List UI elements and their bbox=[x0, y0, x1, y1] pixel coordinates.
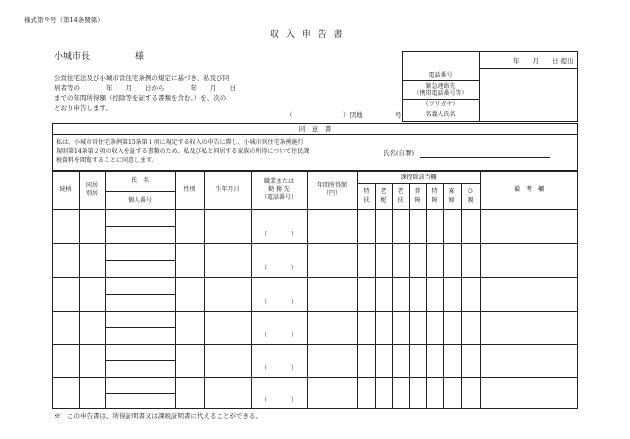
addressee-suffix: 様 bbox=[135, 52, 145, 62]
consent-header-rule bbox=[52, 134, 578, 135]
household-table bbox=[52, 171, 578, 409]
row-divider bbox=[52, 277, 578, 278]
danchi-label: ）団地 bbox=[343, 111, 363, 119]
consent-header: 同 意 書 bbox=[298, 125, 332, 133]
deduct-7-bottom: 親 bbox=[467, 197, 474, 204]
phone-paren[interactable]: （ ） bbox=[260, 365, 297, 372]
furigana-label: （フリガナ） bbox=[422, 101, 459, 108]
col-divider bbox=[375, 183, 376, 409]
col-birth: 生年月日 bbox=[215, 186, 240, 193]
deduct-3-bottom: 扶 bbox=[397, 197, 404, 204]
name-number-split bbox=[105, 327, 175, 328]
danchi-open-paren: （ bbox=[286, 111, 293, 119]
col-job-3: （電話番号） bbox=[260, 194, 297, 201]
applicant-box-rule bbox=[402, 99, 479, 100]
intro-line-3: までの年間所得額（控除等を証する書類を含む。）を、次の bbox=[54, 94, 227, 102]
phone-paren[interactable]: （ ） bbox=[260, 332, 297, 339]
row-divider bbox=[52, 243, 578, 244]
col-status-1: 同居 bbox=[85, 182, 98, 189]
deduct-7-top: ひ bbox=[467, 188, 474, 195]
row-divider bbox=[52, 311, 578, 312]
intro-line-2: 居者等の 年 月 日から 年 月 日 bbox=[54, 84, 236, 92]
col-divider bbox=[79, 171, 80, 409]
row-divider bbox=[52, 377, 578, 378]
phone-label: 電話番号 bbox=[428, 72, 453, 79]
submit-date: 年 月 日 提出 bbox=[513, 57, 574, 65]
deduct-2-top: 老 bbox=[380, 188, 387, 195]
col-remarks: 備 考 欄 bbox=[513, 186, 544, 193]
emergency-label: 緊急連絡先 bbox=[425, 83, 456, 90]
intro-line-4: とおり申告します。 bbox=[54, 104, 112, 112]
page-title: 収 入 申 告 書 bbox=[270, 30, 345, 40]
name-header-rule bbox=[105, 191, 175, 192]
applicant-box-divider bbox=[479, 51, 480, 122]
deduct-4-bottom: 障 bbox=[414, 197, 421, 204]
col-divider bbox=[480, 171, 481, 409]
deduct-5-top: 特 bbox=[431, 188, 438, 195]
deduct-1-bottom: 扶 bbox=[363, 197, 370, 204]
deduct-6-top: 寡 bbox=[448, 188, 455, 195]
room-number-label: 号 bbox=[395, 111, 402, 119]
addressee: 小城市長 bbox=[54, 52, 91, 62]
deduct-3-top: 老 bbox=[397, 188, 404, 195]
applicant-box-rule bbox=[479, 68, 578, 69]
col-status-2: 別居 bbox=[85, 190, 98, 197]
deduct-4-top: 普 bbox=[414, 188, 421, 195]
col-sex: 性別 bbox=[183, 186, 196, 193]
col-divider bbox=[409, 183, 410, 409]
col-divider bbox=[105, 171, 106, 409]
col-income-1: 年間所得額 bbox=[316, 182, 347, 189]
name-number-split bbox=[105, 360, 175, 361]
col-divider bbox=[426, 183, 427, 409]
phone-paren[interactable]: （ ） bbox=[260, 299, 297, 306]
col-relation: 続柄 bbox=[59, 186, 72, 193]
col-job-1: 職業または bbox=[263, 178, 294, 185]
applicant-box-rule bbox=[402, 80, 479, 81]
deduct-6-bottom: 婦 bbox=[448, 197, 455, 204]
deduct-2-bottom: 配 bbox=[380, 197, 387, 204]
name-number-split bbox=[105, 260, 175, 261]
col-divider bbox=[392, 183, 393, 409]
col-divider bbox=[461, 183, 462, 409]
col-individual-no: 個人番号 bbox=[127, 197, 152, 204]
deduct-5-bottom: 障 bbox=[431, 197, 438, 204]
table-header-bottom bbox=[52, 209, 578, 210]
consent-text-2: 規則第14条第２項の収入を証する書類のため、私及び私と同居する家族の所得について住民課 bbox=[56, 148, 310, 155]
nominee-name-label: 名義人氏名 bbox=[425, 111, 456, 118]
col-divider bbox=[251, 171, 252, 409]
col-divider bbox=[357, 171, 358, 409]
consent-sign-line[interactable] bbox=[420, 157, 550, 158]
col-divider bbox=[175, 171, 176, 409]
footnote: ※ この申告書は、所得証明書又は課税証明書に代えることができる。 bbox=[54, 412, 262, 420]
emergency-sub-label: （携帯電話番号等） bbox=[413, 90, 468, 97]
consent-sign-label: 氏名(自署) bbox=[383, 149, 415, 157]
col-income-2: （円） bbox=[322, 190, 341, 197]
phone-paren[interactable]: （ ） bbox=[260, 231, 297, 238]
col-divider bbox=[307, 171, 308, 409]
deduct-1-top: 特 bbox=[363, 188, 370, 195]
form-number: 様式第９号（第14条関係） bbox=[24, 16, 104, 24]
consent-text-1: 私は、小城市営住宅条例第15条第１項に規定する収入の申告に際し、小城市営住宅条例施行 bbox=[56, 139, 304, 146]
col-job-2: 勤 務 先 bbox=[268, 186, 290, 193]
phone-paren[interactable]: （ ） bbox=[260, 265, 297, 272]
consent-text-3: 税資料を閲覧することに同意します。 bbox=[56, 157, 158, 164]
col-divider bbox=[443, 183, 444, 409]
col-deduction: 課控除該当欄 bbox=[400, 174, 437, 181]
row-divider bbox=[52, 344, 578, 345]
name-number-split bbox=[105, 226, 175, 227]
intro-line-1: 公営住宅法及び小城市営住宅条例の規定に基づき、私及び同 bbox=[54, 74, 230, 82]
col-divider bbox=[204, 171, 205, 409]
name-number-split bbox=[105, 294, 175, 295]
phone-paren[interactable]: （ ） bbox=[260, 397, 297, 404]
name-number-split bbox=[105, 393, 175, 394]
col-name: 氏 名 bbox=[130, 177, 149, 184]
